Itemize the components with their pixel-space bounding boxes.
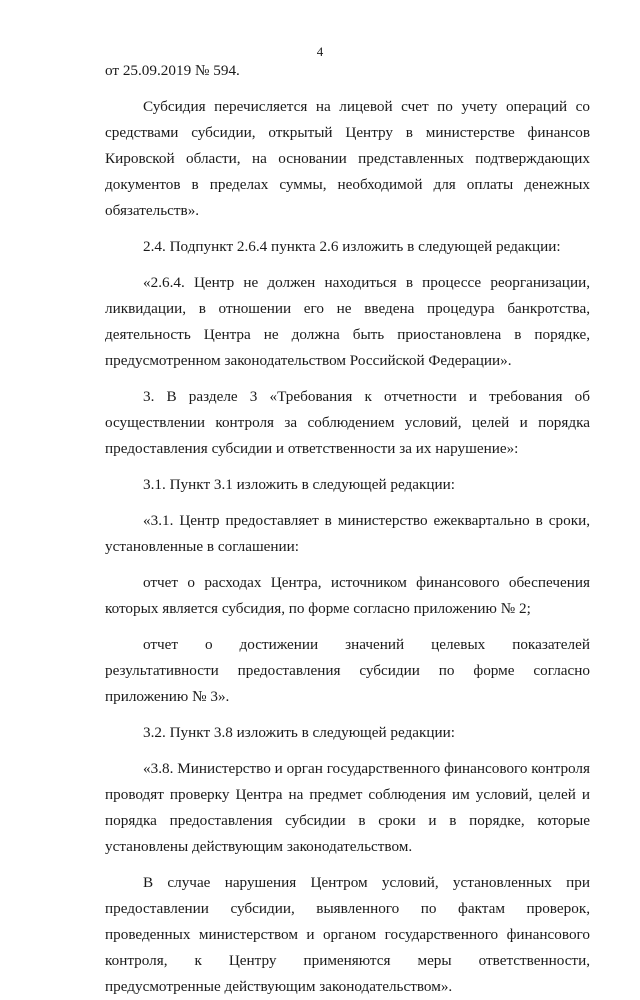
paragraph-3-2-heading: 3.2. Пункт 3.8 изложить в следующей редакции: [143,724,456,741]
page-number: 4 [316,44,324,59]
paragraph-3-1: «3.1. Центр предоставляет в министерство ежеквартально в сроки, установленные в соглашении: [105,512,590,555]
paragraph-continuation: от 25.09.2019 № 594. [105,62,240,79]
paragraph-violation-measures: В случае нарушения Центром условий, установленных при предоставлении субсидии, выявленного по фактам проверок, проведенных министерством и органом государственного финансового контроля, к Центру применяются меры ответственности, предусмотренные действующим законодательством». [105,874,590,995]
paragraph-indicator-report: отчет о достижении значений целевых показателей результативности предоставления субсидии по форме согласно приложению № 3». [105,636,590,705]
paragraph-3-8: «3.8. Министерство и орган государственного финансового контроля проводят проверку Центра на предмет соблюдения им условий, целей и порядка предоставления субсидии в сроки и в порядке, которые установлены действующим законодательством. [105,760,590,855]
paragraph-2-6-4: «2.6.4. Центр не должен находиться в процессе реорганизации, ликвидации, в отношении его не введена процедура банкротства, деятельность Центра не должна быть приостановлена в порядке, предусмотренном законодательством Российской Федерации». [105,274,590,369]
paragraph-section-3: 3. В разделе 3 «Требования к отчетности и требования об осуществлении контроля за соблюдением условий, целей и порядка предоставления субсидии и ответственности за их нарушение»: [105,388,590,457]
paragraph-3-1-heading: 3.1. Пункт 3.1 изложить в следующей редакции: [143,476,456,493]
paragraph-subsidy-transfer: Субсидия перечисляется на лицевой счет по учету операций со средствами субсидии, открытый Центру в министерстве финансов Кировской области, на основании представленных подтверждающих документов в пределах суммы, необходимой для оплаты денежных обязательств». [105,98,590,219]
paragraph-expense-report: отчет о расходах Центра, источником финансового обеспечения которых является субсидия, по форме согласно приложению № 2; [105,574,590,617]
paragraph-2-4: 2.4. Подпункт 2.6.4 пункта 2.6 изложить в следующей редакции: [143,238,561,255]
document-body [105,58,590,1000]
